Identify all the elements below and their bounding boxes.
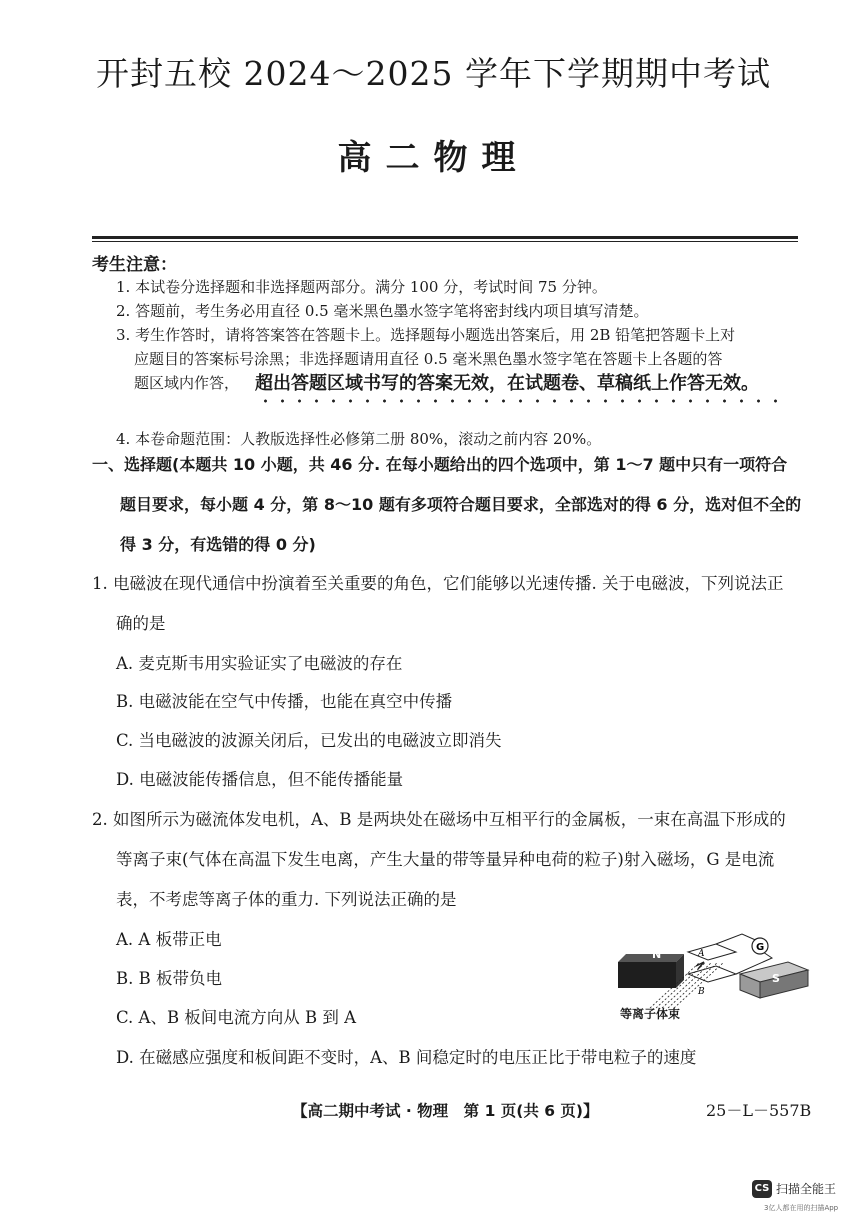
- q1-option-c: C. 当电磁波的波源关闭后，已发出的电磁波立即消失: [116, 731, 502, 750]
- notice-item-1: 1. 本试卷分选择题和非选择题两部分。满分 100 分，考试时间 75 分钟。: [116, 278, 607, 296]
- notice-item-4: 4. 本卷命题范围：人教版选择性必修第二册 80%，滚动之前内容 20%。: [116, 430, 602, 448]
- section1-line-3: 得 3 分，有选错的得 0 分): [120, 535, 316, 554]
- notice-item-2: 2. 答题前，考生务必用直径 0.5 毫米黑色墨水签字笔将密封线内项目填写清楚。: [116, 302, 649, 320]
- q2-option-a: A. A 板带正电: [116, 930, 222, 949]
- q2-stem-line-3: 表，不考虑等离子体的重力. 下列说法正确的是: [116, 890, 457, 909]
- figure-caption: 等离子体束: [620, 1007, 681, 1021]
- header-rule-thin: [92, 241, 798, 242]
- notice-emphasis: 超出答题区域书写的答案无效，在试题卷、草稿纸上作答无效。: [255, 373, 759, 394]
- scanner-name: 扫描全能王: [776, 1182, 837, 1196]
- q1-stem-line-1: 1. 电磁波在现代通信中扮演着至关重要的角色，它们能够以光速传播. 关于电磁波，下列说法正: [92, 574, 784, 593]
- subject-title: 高二物理: [337, 138, 530, 178]
- camscanner-logo-icon: CS: [752, 1180, 772, 1198]
- paper-code: 25－L－557B: [706, 1101, 812, 1120]
- q1-stem-line-2: 确的是: [116, 614, 166, 633]
- header-rule-thick: [92, 236, 798, 239]
- notice-item-3-line-1: 3. 考生作答时，请将答案答在答题卡上。选择题每小题选出答案后，用 2B 铅笔把答题卡上对: [116, 326, 736, 344]
- q2-option-c: C. A、B 板间电流方向从 B 到 A: [116, 1008, 357, 1027]
- q2-stem-line-1: 2. 如图所示为磁流体发电机，A、B 是两块处在磁场中互相平行的金属板，一束在高温下形成的: [92, 810, 786, 829]
- q2-option-d: D. 在磁感应强度和板间距不变时，A、B 间稳定时的电压正比于带电粒子的速度: [116, 1048, 697, 1067]
- q1-option-b: B. 电磁波能在空气中传播，也能在真空中传播: [116, 692, 453, 711]
- notice-heading: 考生注意：: [92, 255, 177, 275]
- section1-line-1: 一、选择题(本题共 10 小题，共 46 分. 在每小题给出的四个选项中，第 1～7 题中只有一项符合: [92, 455, 788, 474]
- figure-label-g: G: [756, 942, 765, 953]
- figure-label-b: B: [698, 987, 705, 997]
- emphasis-dots: [257, 398, 782, 404]
- q2-option-b: B. B 板带负电: [116, 969, 222, 988]
- figure-label-s: S: [772, 972, 780, 985]
- scanner-tagline: 3亿人都在用的扫描App: [764, 1204, 839, 1212]
- figure-label-n: N: [652, 948, 662, 961]
- notice-item-3-line-3: 题区域内作答，: [134, 374, 240, 392]
- q2-stem-line-2: 等离子束(气体在高温下发生电离，产生大量的带等量异种电荷的粒子)射入磁场，G 是电流: [116, 850, 775, 869]
- page-footer: 【高二期中考试 · 物理 第 1 页(共 6 页)】: [292, 1102, 599, 1120]
- figure-label-a: A: [698, 949, 705, 959]
- q1-option-a: A. 麦克斯韦用实验证实了电磁波的存在: [116, 654, 403, 673]
- q1-option-d: D. 电磁波能传播信息，但不能传播能量: [116, 770, 404, 789]
- section1-line-2: 题目要求，每小题 4 分，第 8～10 题有多项符合题目要求，全部选对的得 6 分，选对但不全的: [120, 495, 802, 514]
- exam-title: 开封五校 2024～2025 学年下学期期中考试: [96, 54, 771, 93]
- notice-item-3-line-2: 应题目的答案标号涂黑；非选择题请用直径 0.5 毫米黑色墨水签字笔在答题卡上各题的答: [134, 350, 723, 368]
